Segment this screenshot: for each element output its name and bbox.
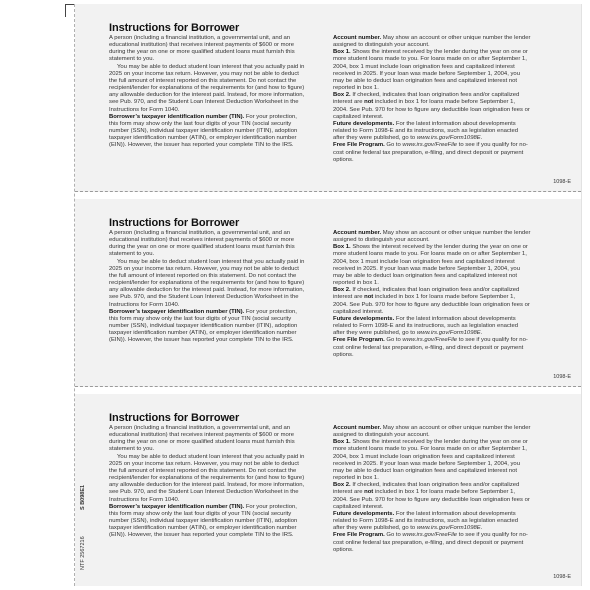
tin-heading: Borrower’s taxpayer identification number (TIN). [109,503,245,510]
deduction-paragraph: You may be able to deduct student loan interest that you actually paid in 2025 on your income tax return. However, you may not be able to deduct the full amount of interest reported on this statement. Do not contact the recipient/lender for explanations of the requirements for (and how to figure) any allowable deduction for the interest paid. Instead, for more information, see Pub. 970, and the Student Loan Interest Deduction Worksheet in the Instructions for Form 1040. [109,258,305,308]
free-file-text-b: to see if you qualify for no-cost online federal tax preparation, e-filing, and direct deposit or payment options. [333,337,528,358]
form1098e-url: www.irs.gov/Form1098E [416,330,481,337]
box2-not: not [364,489,374,496]
instructions-panel-2 [75,199,581,387]
panel-title: Instructions for Borrower [109,217,240,229]
box2-heading: Box 2. [333,482,351,489]
account-number-heading: Account number. [333,425,382,431]
free-file-paragraph [333,337,531,358]
tin-heading: Borrower’s taxpayer identification number (TIN). [109,308,245,315]
box1-text: Shows the interest received by the lender during the year on one or more student loans made to you. For loans made on or after September 1, 2004, box 1 must include loan origination fees and capitalized interest received in 2025. If your loan was made before September 1, 2004, you may be able to deduct loan origination fees and capitalized interest not reported in box 1. [333,244,528,287]
box1-text: Shows the interest received by the lender during the year on one or more student loans made to you. For loans made on or after September 1, 2004, box 1 must include loan origination fees and capitalized interest received in 2025. If your loan was made before September 1, 2004, you may be able to deduct loan origination fees and capitalized interest not reported in box 1. [333,49,528,92]
future-developments-text: For the latest information about developments related to Form 1098-E and its instructions, such as legislation enacted after they were published, go to [333,120,518,142]
instructions-panel-3 [75,394,581,586]
box1-paragraph [333,439,531,482]
account-number-text: May show an account or other unique number the lender assigned to distinguish your account. [333,35,531,49]
period: . [480,330,483,337]
box1-heading: Box 1. [333,49,351,56]
instructions-panel-1 [75,4,581,192]
free-file-text-a: Go to [384,142,403,149]
deduction-paragraph: You may be able to deduct student loan interest that you actually paid in 2025 on your income tax return. However, you may not be able to deduct the full amount of interest reported on this statement. Do not contact the recipient/lender for explanations of the requirements for (and how to figure) any allowable deduction for the interest paid. Instead, for more information, see Pub. 970, and the Student Loan Interest Deduction Worksheet in the Instructions for Form 1040. [109,453,305,503]
future-developments-heading: Future developments. [333,510,395,517]
box2-not: not [364,99,374,106]
future-developments-heading: Future developments. [333,120,395,127]
free-file-heading: Free File Program. [333,532,385,539]
box1-text: Shows the interest received by the lender during the year on one or more student loans made to you. For loans made on or after September 1, 2004, box 1 must include loan origination fees and capitalized interest received in 2025. If your loan was made before September 1, 2004, you may be able to deduct loan origination fees and capitalized interest not reported in box 1. [333,439,528,482]
account-number-text: May show an account or other unique number the lender assigned to distinguish your account. [333,230,531,244]
form1098e-url: www.irs.gov/Form1098E [416,525,481,532]
box1-paragraph [333,49,531,92]
account-number-paragraph [333,425,531,439]
free-file-text-b: to see if you qualify for no-cost online federal tax preparation, e-filing, and direct deposit or payment options. [333,142,528,163]
form-code-label: 1098-E [553,574,571,580]
intro-paragraph: A person (including a financial institution, a governmental unit, and an educational institution) that receives interest payments of $600 or more during the year on one or more qualified student loans must furnish this statement to you. [109,35,295,63]
future-developments-paragraph [333,511,531,532]
box2-heading: Box 2. [333,92,351,99]
tin-text: For your protection, this form may show only the last four digits of your TIN (social security number (SSN), individual taxpayer identification number (ITIN), adoption taxpayer identification number (ATIN), or employer identification number (EIN)). However, the issuer has reported your complete TIN to the IRS. [109,503,298,539]
right-column [333,425,531,554]
future-developments-paragraph [333,316,531,337]
free-file-text-a: Go to [384,532,403,539]
left-column [109,22,306,150]
box2-paragraph [333,287,531,316]
tin-text: For your protection, this form may show only the last four digits of your TIN (social security number (SSN), individual taxpayer identification number (ITIN), adoption taxpayer identification number (ATIN), or employer identification number (EIN)). However, the issuer has reported your complete TIN to the IRS. [109,113,298,149]
free-file-text-a: Go to [384,337,403,344]
box2-paragraph [333,482,531,511]
crop-mark [65,4,74,17]
box2-text-a: If checked, indicates that loan origination fees and/or capitalized interest are [333,482,520,496]
box1-paragraph [333,244,531,287]
future-developments-text: For the latest information about developments related to Form 1098-E and its instructions, such as legislation enacted after they were published, go to [333,510,518,532]
form-code-label: 1098-E [553,179,571,185]
future-developments-paragraph [333,121,531,142]
free-file-paragraph [333,142,531,163]
vertical-form-code [80,470,90,580]
box2-heading: Box 2. [333,287,351,294]
product-code: S B098E1 [80,484,86,510]
box2-text-b: included in box 1 for loans made before September 1, 2004. See Pub. 970 for how to figure any deductible loan origination fees or capitalized interest. [333,294,530,315]
box2-text-a: If checked, indicates that loan origination fees and/or capitalized interest are [333,92,520,106]
panel-title: Instructions for Borrower [109,412,240,424]
period: . [480,525,483,532]
left-column [109,217,306,345]
free-file-heading: Free File Program. [333,142,385,149]
future-developments-text: For the latest information about developments related to Form 1098-E and its instructions, such as legislation enacted after they were published, go to [333,315,518,337]
left-column [109,412,306,540]
form1098e-url: www.irs.gov/Form1098E [416,135,481,142]
account-number-text: May show an account or other unique number the lender assigned to distinguish your account. [333,425,531,439]
tin-paragraph [109,504,306,540]
box2-not: not [364,294,374,301]
tin-paragraph [109,309,306,345]
freefile-url: www.irs.gov/FreeFile [402,532,458,539]
panel-title: Instructions for Borrower [109,22,240,34]
box1-heading: Box 1. [333,244,351,251]
account-number-paragraph [333,230,531,244]
box2-text-b: included in box 1 for loans made before September 1, 2004. See Pub. 970 for how to figure any deductible loan origination fees or capitalized interest. [333,99,530,120]
tin-heading: Borrower’s taxpayer identification number (TIN). [109,113,245,120]
box2-paragraph [333,92,531,121]
account-number-heading: Account number. [333,35,382,41]
freefile-url: www.irs.gov/FreeFile [402,337,458,344]
box2-text-b: included in box 1 for loans made before September 1, 2004. See Pub. 970 for how to figure any deductible loan origination fees or capitalized interest. [333,489,530,510]
form-code-label: 1098-E [553,374,571,380]
period: . [480,135,483,142]
right-column [333,230,531,359]
intro-paragraph: A person (including a financial institution, a governmental unit, and an educational institution) that receives interest payments of $600 or more during the year on one or more qualified student loans must furnish this statement to you. [109,425,295,453]
tin-text: For your protection, this form may show only the last four digits of your TIN (social security number (SSN), individual taxpayer identification number (ITIN), adoption taxpayer identification number (ATIN), or employer identification number (EIN)). However, the issuer has reported your complete TIN to the IRS. [109,308,298,344]
deduction-paragraph: You may be able to deduct student loan interest that you actually paid in 2025 on your income tax return. However, you may not be able to deduct the full amount of interest reported on this statement. Do not contact the recipient/lender for explanations of the requirements for (and how to figure) any allowable deduction for the interest paid. Instead, for more information, see Pub. 970, and the Student Loan Interest Deduction Worksheet in the Instructions for Form 1040. [109,63,305,113]
account-number-paragraph [333,35,531,49]
free-file-heading: Free File Program. [333,337,385,344]
box1-heading: Box 1. [333,439,351,446]
box2-text-a: If checked, indicates that loan origination fees and/or capitalized interest are [333,287,520,301]
free-file-paragraph [333,532,531,553]
account-number-heading: Account number. [333,230,382,236]
sheet-right-edge [581,4,582,586]
future-developments-heading: Future developments. [333,315,395,322]
free-file-text-b: to see if you qualify for no-cost online federal tax preparation, e-filing, and direct deposit or payment options. [333,532,528,553]
intro-paragraph: A person (including a financial institution, a governmental unit, and an educational institution) that receives interest payments of $600 or more during the year on one or more qualified student loans must furnish this statement to you. [109,230,295,258]
tin-paragraph [109,114,306,150]
right-column [333,35,531,164]
ntf-code: NTF 2567216 [80,536,86,570]
freefile-url: www.irs.gov/FreeFile [402,142,458,149]
